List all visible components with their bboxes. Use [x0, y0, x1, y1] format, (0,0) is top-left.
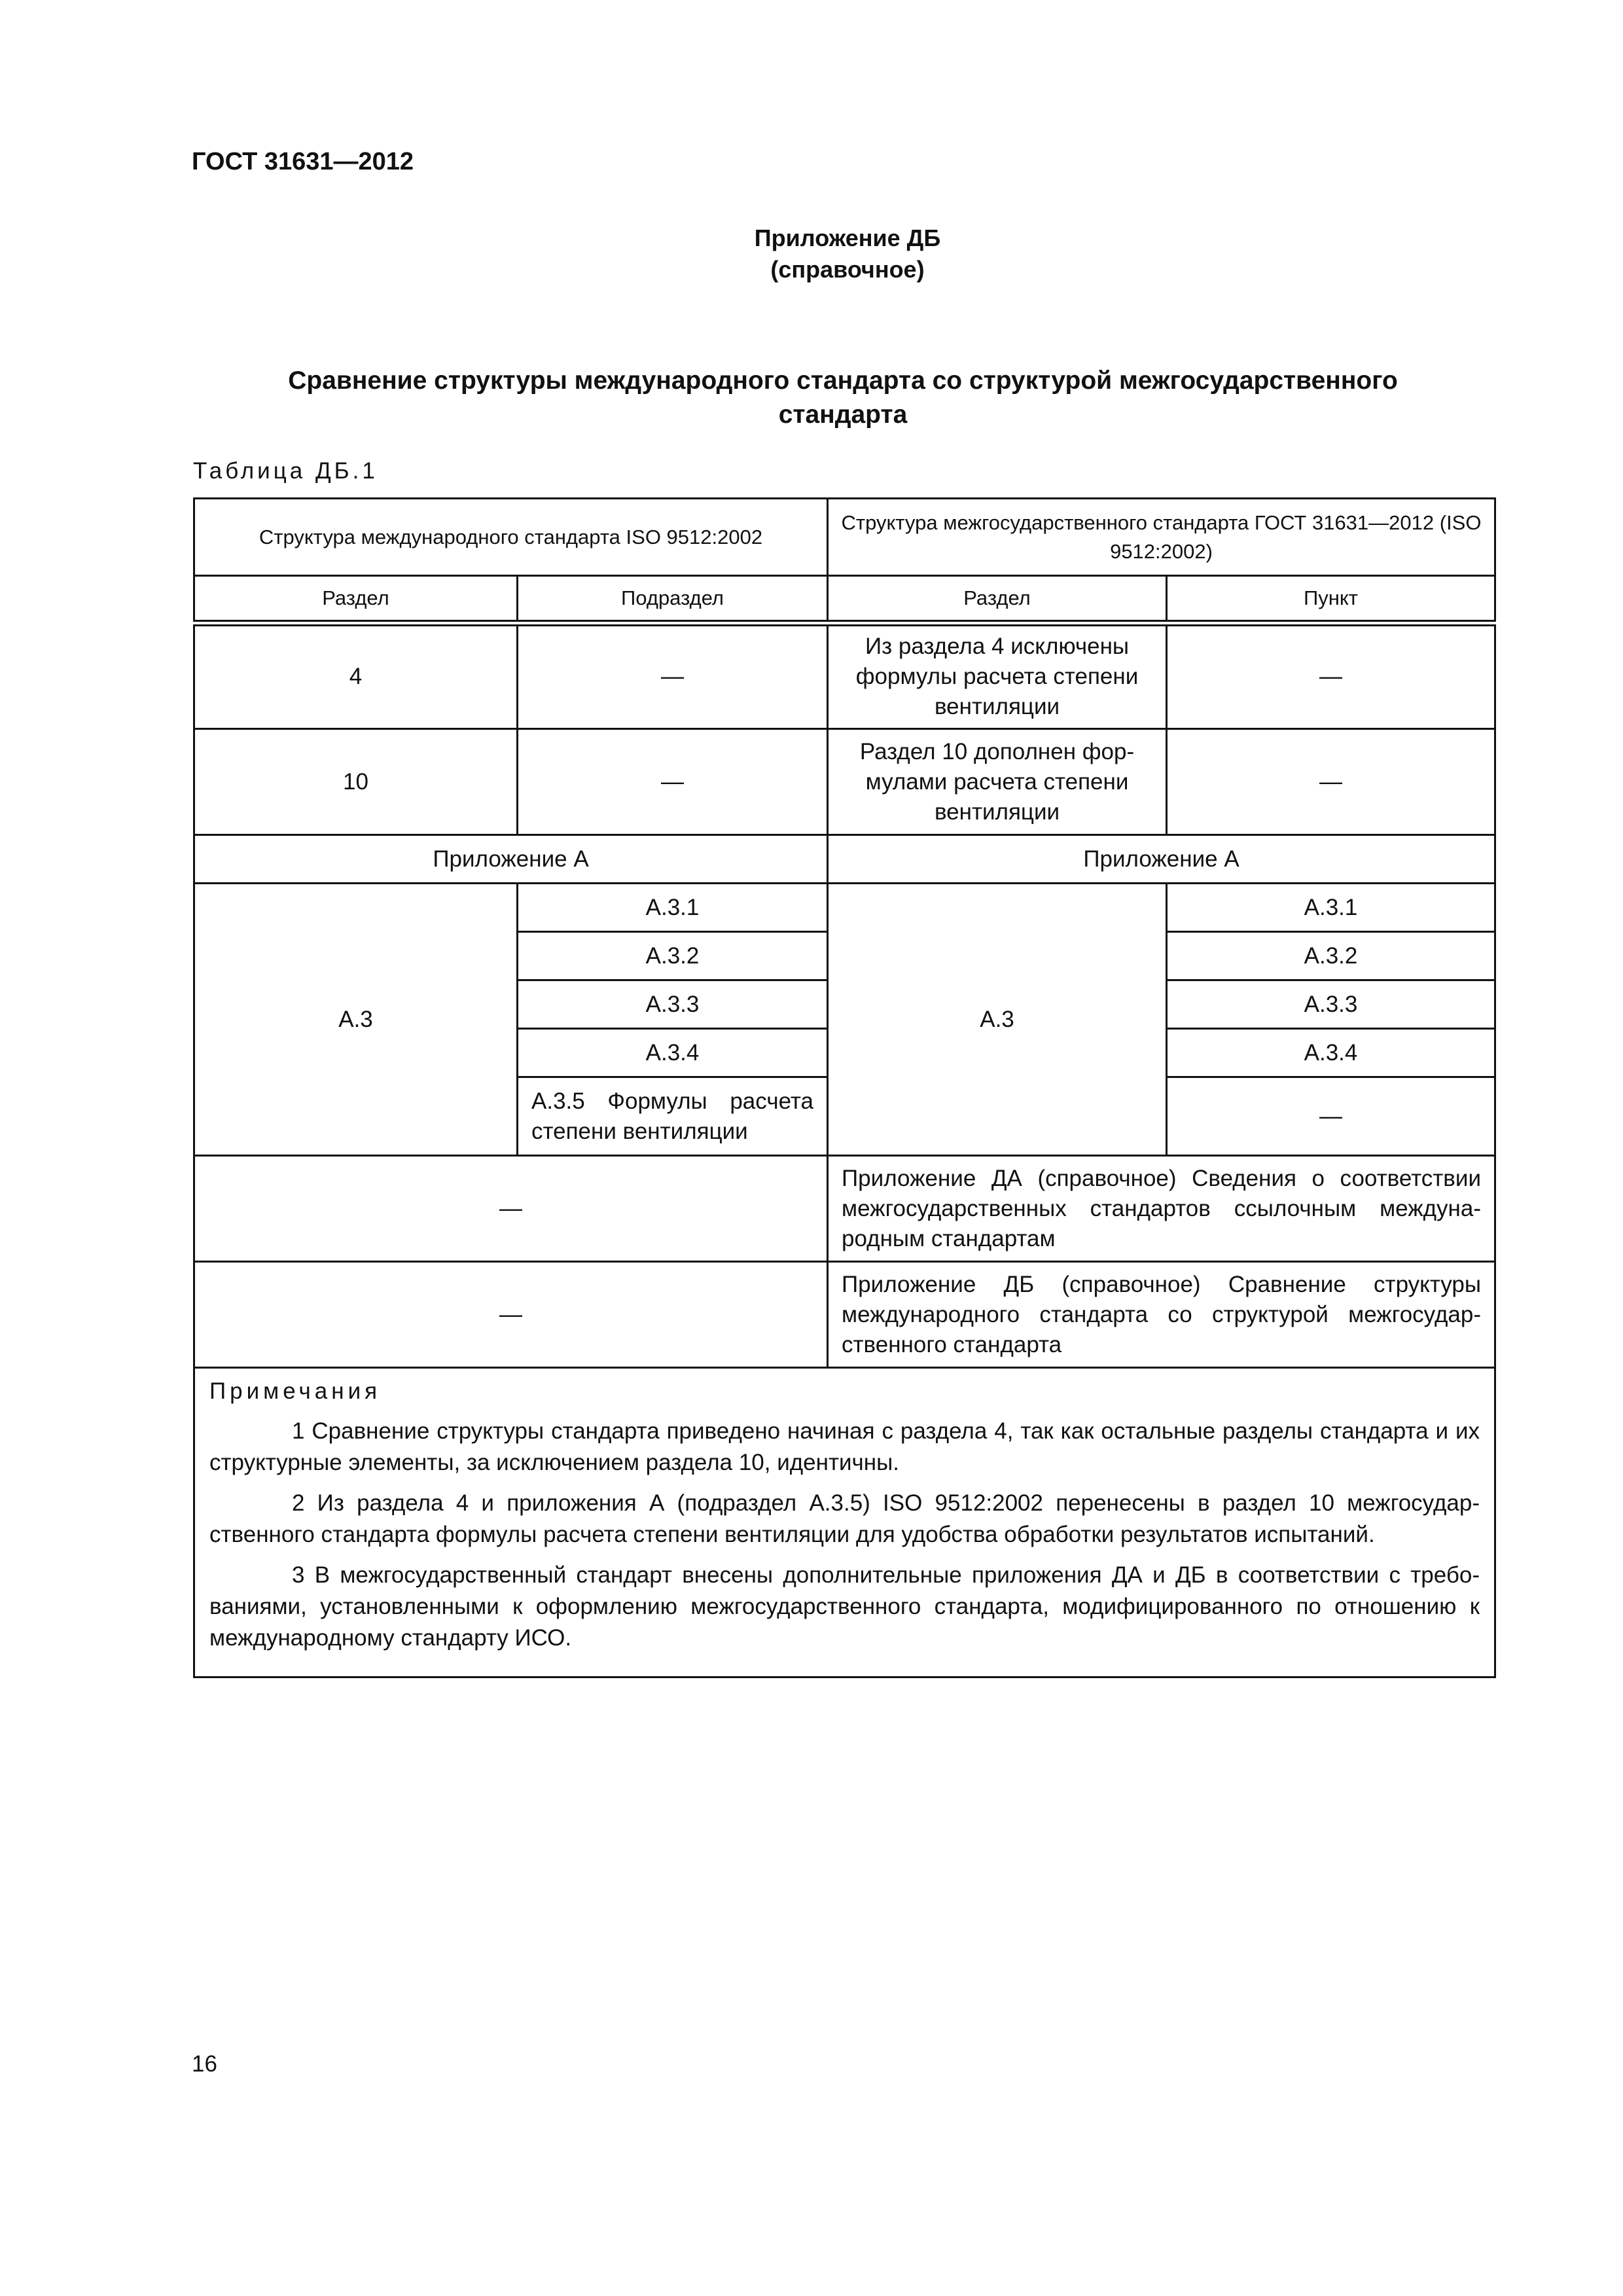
cell-inter-item: А.3.2	[1167, 932, 1495, 980]
table-row	[194, 729, 1495, 835]
cell-intl-sub: А.3.2	[518, 932, 828, 980]
table-row	[194, 1156, 1495, 1262]
cell-section-4: 4	[194, 623, 518, 729]
cell-a3-inter: А.3	[828, 884, 1167, 1156]
title-line-1: Сравнение структуры международного стандарта со структурой межгосударственного	[288, 367, 1398, 395]
col-section-inter: Раздел	[828, 576, 1167, 623]
annex-type: (справочное)	[770, 256, 925, 283]
cell-annex-da: Приложение ДА (справочное) Сведения о соответствии межгосударственных стандартов ссылочным междуна-родным стандартам	[828, 1156, 1495, 1262]
cell-dash: —	[518, 623, 828, 729]
cell-section-4-desc: Из раздела 4 исключены формулы расчета степени вентиляции	[828, 623, 1167, 729]
annex-heading	[0, 223, 1623, 285]
notes-cell	[194, 1368, 1495, 1677]
page-number: 16	[192, 2051, 217, 2077]
cell-inter-item: А.3.1	[1167, 884, 1495, 932]
note-item: 1 Сравнение структуры стандарта приведено начиная с раздела 4, так как остальные разделы стандарта и их структурные элементы, за исключением раздела 10, идентичны.	[209, 1418, 1480, 1475]
header-interstate: Структура межгосударственного стандарта ГОСТ 31631—2012 (ISO 9512:2002)	[828, 499, 1495, 576]
document-code: ГОСТ 31631—2012	[192, 148, 414, 175]
note-item: 3 В межгосударственный стандарт внесены дополнительные приложения ДА и ДБ в соответствии с требо-ваниями, установленными к оформлению межгосударственного стандарта, модифицированного по отношению к международному стандарту ИСО.	[209, 1562, 1480, 1651]
cell-annex-a-intl: Приложение А	[194, 835, 828, 884]
table-row	[194, 884, 1495, 932]
cell-dash: —	[194, 1262, 828, 1368]
note-item: 2 Из раздела 4 и приложения А (подраздел А.3.5) ISO 9512:2002 перенесены в раздел 10 межгосудар-ственного стандарта формулы расчета степени вентиляции для удобства обработки результатов испытаний.	[209, 1490, 1480, 1547]
cell-dash: —	[194, 1156, 828, 1262]
table-subheader-row	[194, 576, 1495, 623]
col-section-intl: Раздел	[194, 576, 518, 623]
cell-intl-sub-a35: А.3.5 Формулы расчета степени вентиляции	[518, 1077, 828, 1156]
page-title	[192, 364, 1494, 432]
cell-annex-db: Приложение ДБ (справочное) Сравнение структуры международного стандарта со структурой межгосудар-ственного стандарта	[828, 1262, 1495, 1368]
cell-dash: —	[518, 729, 828, 835]
notes-title: Примечания	[209, 1378, 382, 1404]
cell-inter-item: А.3.3	[1167, 980, 1495, 1029]
cell-dash: —	[1167, 729, 1495, 835]
title-line-2: стандарта	[778, 401, 908, 429]
cell-section-10: 10	[194, 729, 518, 835]
cell-dash: —	[1167, 1077, 1495, 1156]
table-header-row	[194, 499, 1495, 576]
cell-intl-sub: А.3.4	[518, 1029, 828, 1077]
notes-row	[194, 1368, 1495, 1677]
cell-section-10-desc: Раздел 10 дополнен фор-мулами расчета степени вентиляции	[828, 729, 1167, 835]
comparison-table	[193, 497, 1496, 1678]
header-international: Структура международного стандарта ISO 9512:2002	[194, 499, 828, 576]
table-row	[194, 1262, 1495, 1368]
cell-a3-intl: А.3	[194, 884, 518, 1156]
table-row	[194, 835, 1495, 884]
col-subsection-intl: Подраздел	[518, 576, 828, 623]
table-caption: Таблица ДБ.1	[193, 458, 378, 484]
col-item-inter: Пункт	[1167, 576, 1495, 623]
cell-intl-sub: А.3.3	[518, 980, 828, 1029]
cell-intl-sub: А.3.1	[518, 884, 828, 932]
table-row	[194, 623, 1495, 729]
annex-title: Приложение ДБ	[754, 224, 941, 251]
cell-dash: —	[1167, 623, 1495, 729]
cell-annex-a-inter: Приложение А	[828, 835, 1495, 884]
cell-inter-item: А.3.4	[1167, 1029, 1495, 1077]
